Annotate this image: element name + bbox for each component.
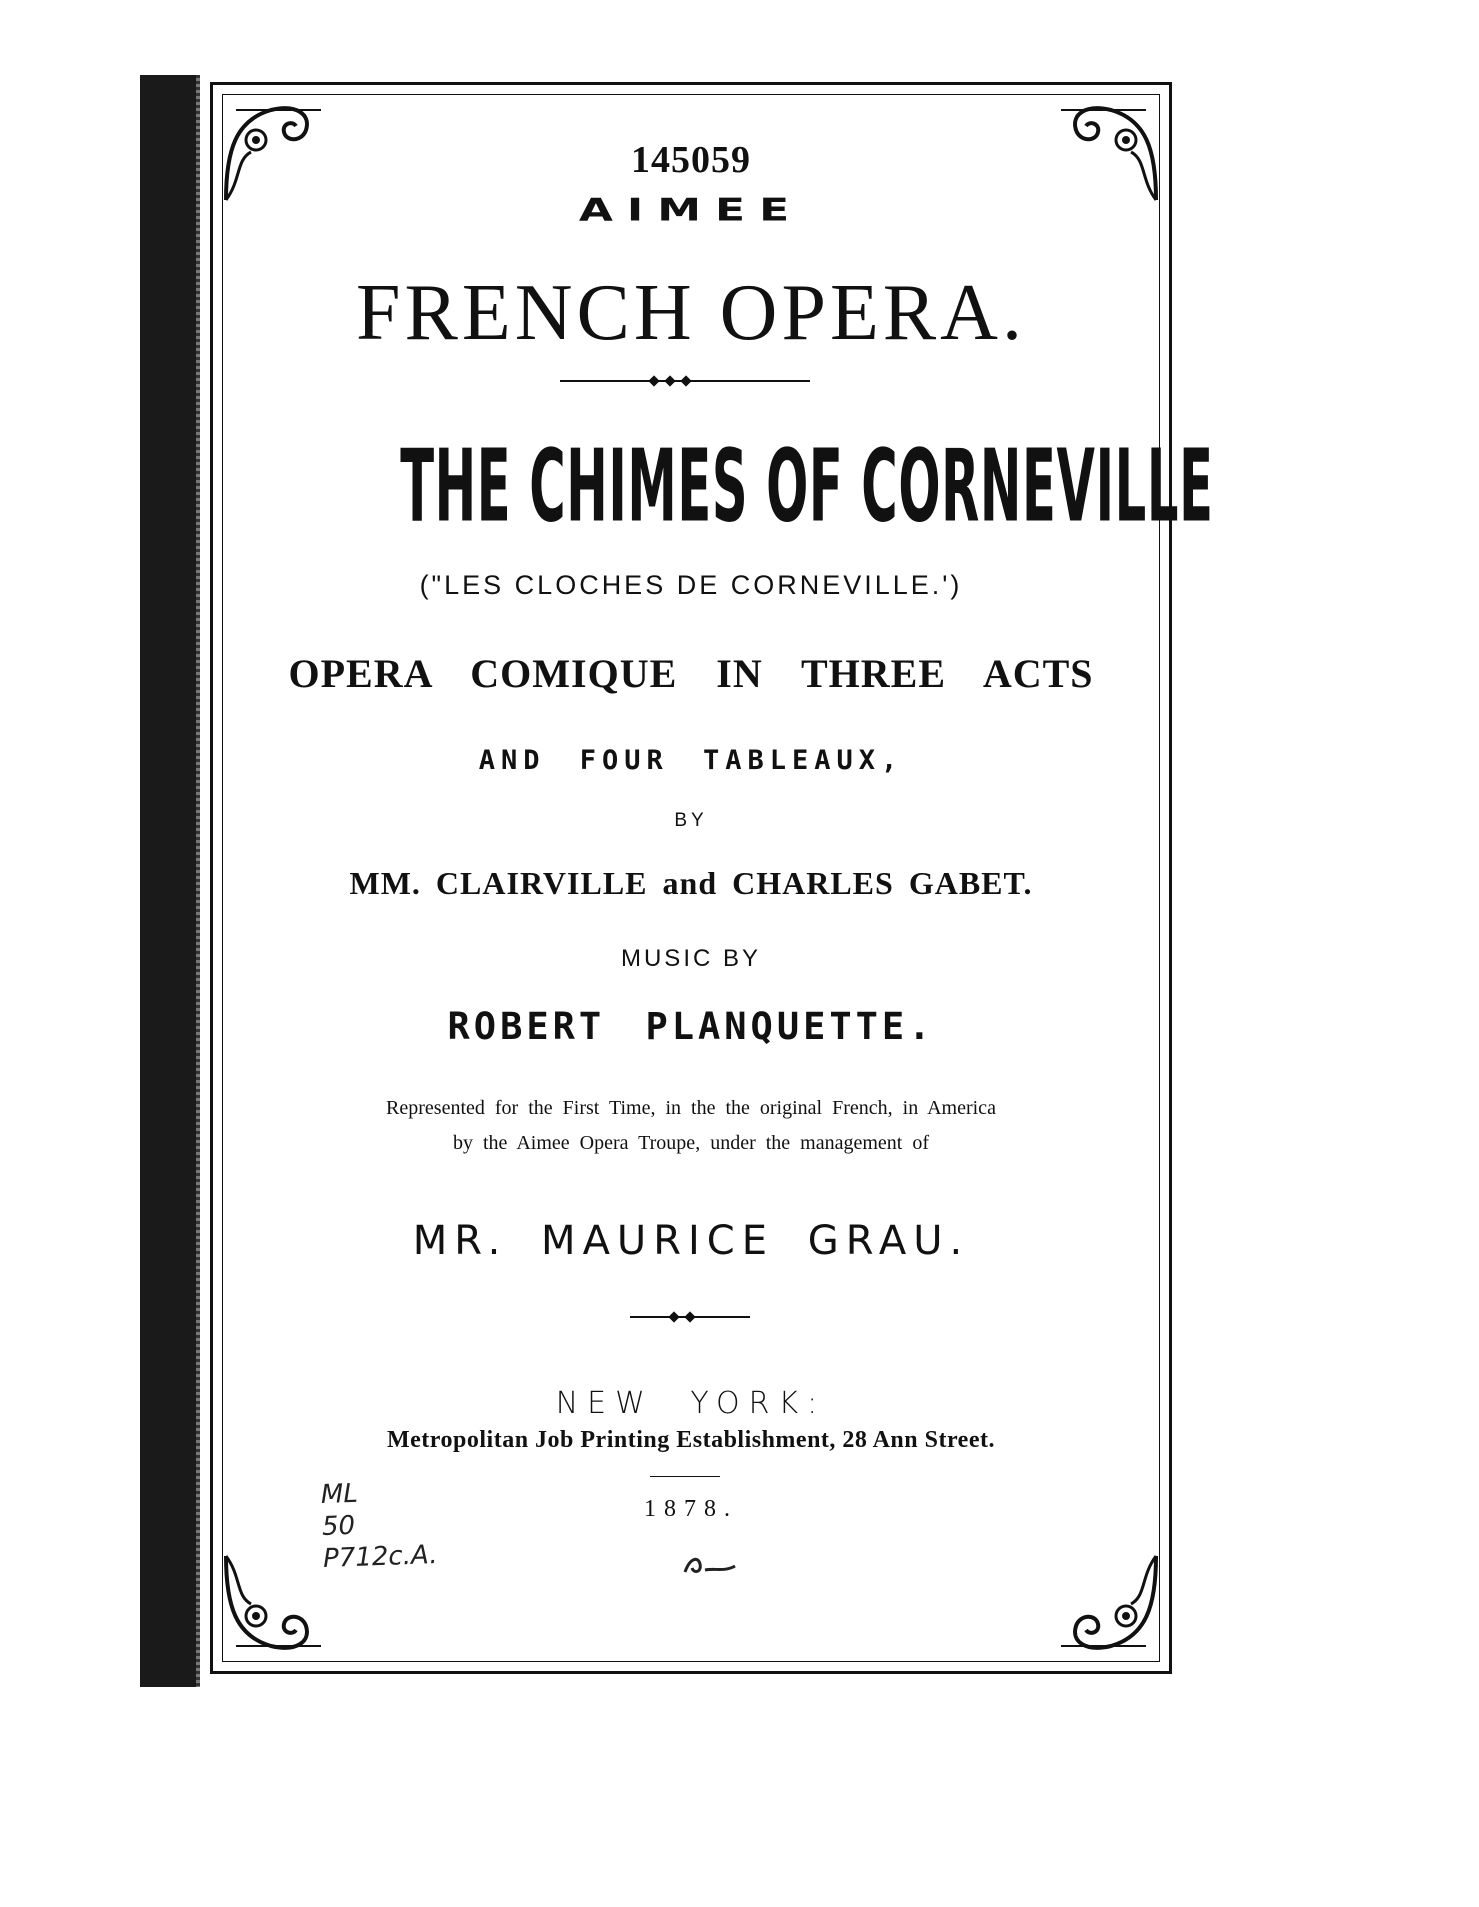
call-number-line-2: 50 bbox=[321, 1510, 356, 1542]
catalog-number: 145059 bbox=[631, 139, 751, 181]
year-rule bbox=[650, 1476, 720, 1477]
handwritten-call-number bbox=[320, 1476, 438, 1576]
series-name: AIMEE bbox=[578, 192, 804, 229]
performance-note-line-2: by the Aimee Opera Troupe, under the management of bbox=[453, 1132, 929, 1154]
corner-ornament-bottom-right bbox=[1046, 1546, 1166, 1666]
call-number-line-3: P712c.A. bbox=[322, 1539, 438, 1574]
tableaux-line: AND FOUR TABLEAUX, bbox=[478, 745, 904, 776]
handwritten-mark bbox=[680, 1550, 740, 1580]
printer-imprint: Metropolitan Job Printing Establishment, 28 Ann Street. bbox=[387, 1427, 995, 1453]
genre-line: OPERA COMIQUE IN THREE ACTS bbox=[288, 651, 1094, 696]
authors: MM. CLAIRVILLE and CHARLES GABET. bbox=[349, 865, 1033, 901]
imprint-city: NEW YORK: bbox=[555, 1386, 827, 1421]
corner-ornament-bottom-left bbox=[216, 1546, 336, 1666]
composer: ROBERT PLANQUETTE. bbox=[447, 1005, 935, 1048]
performance-note-line-1: Represented for the First Time, in the the original French, in America bbox=[386, 1097, 996, 1119]
main-title: THE CHIMES OF CORNEVILLE bbox=[400, 428, 1214, 545]
by-label: BY bbox=[674, 810, 708, 831]
book-spine bbox=[140, 75, 200, 1687]
french-title: ("LES CLOCHES DE CORNEVILLE.') bbox=[419, 570, 963, 600]
music-by-label: MUSIC BY bbox=[620, 945, 761, 972]
manager-name: MR. MAURICE GRAU. bbox=[412, 1218, 970, 1264]
publication-year: 1878. bbox=[644, 1496, 738, 1522]
subtitle: FRENCH OPERA. bbox=[356, 269, 1026, 357]
call-number-line-1: ML bbox=[320, 1478, 359, 1511]
